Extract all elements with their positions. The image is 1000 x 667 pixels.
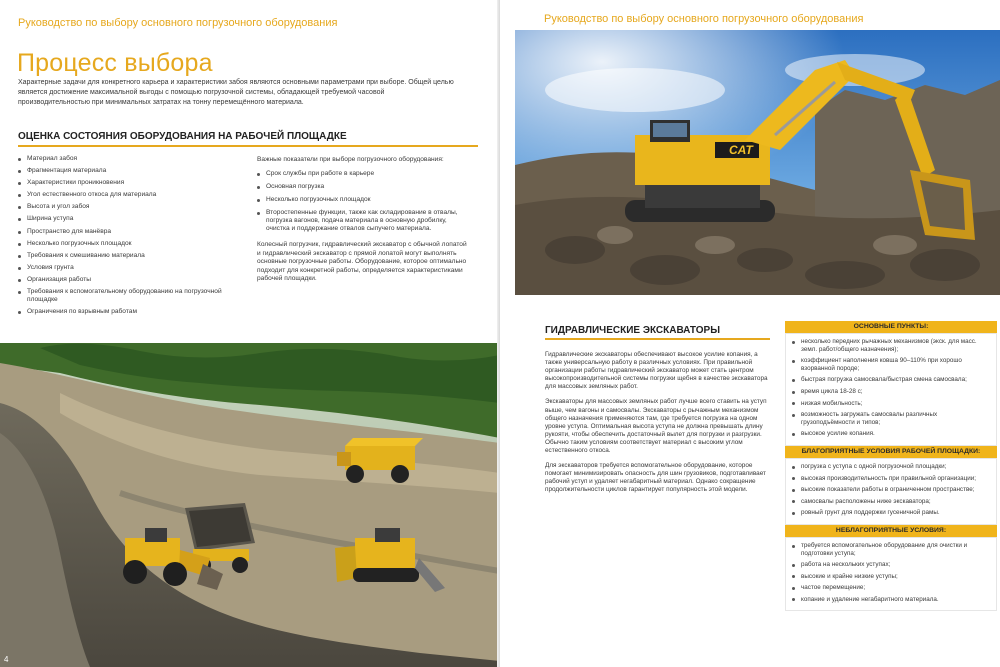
- list-item: коэффициент наполнения ковша 90–110% при хорошо взорванной породе;: [792, 357, 990, 372]
- list-item: копание и удаление негабаритного материала.: [792, 596, 990, 604]
- quarry-illustration: [0, 343, 500, 667]
- sidebar-list: [792, 338, 990, 438]
- list-item: Несколько погрузочных площадок: [257, 196, 472, 204]
- list-item: Пространство для манёвра: [18, 228, 238, 236]
- list-item: высокая производительность при правильной организации;: [792, 475, 990, 483]
- sidebar-list: [792, 463, 990, 517]
- body-paragraph: Для экскаваторов требуется вспомогательное оборудование, которое помогает минимизировать опасность для шин грузовиков, подготавливает рабочий уступ и удаляет негабаритный материал. Однако сокращение продолжительности циклов гарантирует популярность этой модели.: [545, 462, 766, 494]
- list-item: возможность загружать самосвалы различных грузоподъёмности и типов;: [792, 411, 990, 426]
- list-item: Несколько погрузочных площадок: [18, 240, 238, 248]
- page-title: Процесс выбора: [17, 49, 213, 77]
- excavator-photo: [515, 30, 1000, 295]
- running-header: Руководство по выбору основного погрузочного оборудования: [544, 13, 864, 25]
- cat-logo: CAT: [729, 143, 753, 157]
- list-item: Материал забоя: [18, 155, 238, 163]
- page-number: 4: [4, 655, 9, 664]
- criteria-column: [18, 155, 238, 320]
- sidebar-box: [785, 537, 997, 612]
- list-item: требуется вспомогательное оборудование для очистки и подготовки уступа;: [792, 542, 990, 557]
- right-page: [500, 0, 1000, 667]
- sidebar-list: [792, 542, 990, 604]
- section-title: ОЦЕНКА СОСТОЯНИЯ ОБОРУДОВАНИЯ НА РАБОЧЕЙ ПЛОЩАДКЕ: [18, 131, 347, 142]
- list-item: высокие показатели работы в ограниченном пространстве;: [792, 486, 990, 494]
- section-divider: [18, 145, 478, 147]
- list-item: высокое усилие копания.: [792, 430, 990, 438]
- list-item: высокие и крайне низкие уступы;: [792, 573, 990, 581]
- excavator-illustration: [515, 30, 1000, 295]
- body-paragraph: Экскаваторы для массовых земляных работ лучше всего ставить на уступ выше, чем вагоны и самосвалы. Экскаваторы с рычажным механизмом общего назначения применяются там, где требуется погрузка на одном уровне уступа. Оптимальная высота уступа не должна превышать длину рукояти, чтобы обеспечить достаточный вылет для погрузки и разгрузки. Обычно таким условиям соответствует материал с высоким углом естественного откоса.: [545, 398, 767, 455]
- running-header: Руководство по выбору основного погрузочного оборудования: [18, 17, 338, 29]
- sidebar-heading: ОСНОВНЫЕ ПУНКТЫ:: [785, 321, 997, 333]
- list-item: Требования к вспомогательному оборудованию на погрузочной площадке: [18, 288, 238, 304]
- key-points-sidebar: [785, 321, 997, 611]
- list-item: Второстепенные функции, также как складирование в отвалы, погрузка вагонов, подача материала в основную дробилку, очистка и поддержание отвалов сыпучего материала.: [257, 209, 472, 233]
- indicators-lead: Важные показатели при выборе погрузочного оборудования:: [257, 156, 444, 163]
- sidebar-heading: НЕБЛАГОПРИЯТНЫЕ УСЛОВИЯ:: [785, 525, 997, 537]
- list-item: самосвалы расположены ниже экскаватора;: [792, 498, 990, 506]
- section-title: ГИДРАВЛИЧЕСКИЕ ЭКСКАВАТОРЫ: [545, 325, 721, 336]
- list-item: Срок службы при работе в карьере: [257, 170, 472, 178]
- indicators-column: [257, 156, 472, 284]
- indicators-list: [257, 170, 472, 233]
- list-item: Высота и угол забоя: [18, 203, 238, 211]
- list-item: Ограничения по взрывным работам: [18, 308, 238, 316]
- list-item: низкая мобильность;: [792, 400, 990, 408]
- list-item: погрузка с уступа с одной погрузочной площадки;: [792, 463, 990, 471]
- list-item: несколько передних рычажных механизмов (экск. для масс. земл. работ/общего назначения);: [792, 338, 990, 353]
- sidebar-box: [785, 333, 997, 446]
- indicators-paragraph: Колесный погрузчик, гидравлический экскаватор с обычной лопатой и гидравлический экскаватор с прямой лопатой могут выполнять основные погрузочные работы. Оборудование, которое оптимально подходит для конкретной работы, определяется характеристиками рабочей площадки.: [257, 241, 467, 283]
- list-item: Основная погрузка: [257, 183, 472, 191]
- list-item: быстрая погрузка самосвала/быстрая смена самосвала;: [792, 376, 990, 384]
- sidebar-heading: БЛАГОПРИЯТНЫЕ УСЛОВИЯ РАБОЧЕЙ ПЛОЩАДКИ:: [785, 446, 997, 458]
- list-item: Угол естественного откоса для материала: [18, 191, 238, 199]
- list-item: Фрагментация материала: [18, 167, 238, 175]
- list-item: Организация работы: [18, 276, 238, 284]
- criteria-list: [18, 155, 238, 316]
- list-item: работа на нескольких уступах;: [792, 561, 990, 569]
- sidebar-box: [785, 458, 997, 525]
- list-item: ровный грунт для поддержки гусеничной рамы.: [792, 509, 990, 517]
- list-item: Условия грунта: [18, 264, 238, 272]
- list-item: частое перемещение;: [792, 584, 990, 592]
- list-item: Ширина уступа: [18, 215, 238, 223]
- list-item: Требования к смешиванию материала: [18, 252, 238, 260]
- section-divider: [545, 338, 770, 340]
- quarry-photo: [0, 343, 500, 667]
- intro-paragraph: Характерные задачи для конкретного карьера и характеристики забоя являются основными параметрами при выборе. Общей целью является достижение максимальной выгоды с помощью погрузочной системы, обладающей требуемой часовой производительностью при минимальных затратах на тонну перемещённого материала.: [18, 79, 454, 106]
- section-body: [545, 351, 775, 502]
- body-paragraph: Гидравлические экскаваторы обеспечивают высокое усилие копания, а также универсальную работу в различных условиях. При правильной организации работы гидравлический экскаватор может стать центром высокопроизводительной системы погрузки щебня в качестве экскаватора для массовых земляных работ.: [545, 351, 768, 391]
- list-item: Характеристики проникновения: [18, 179, 238, 187]
- list-item: время цикла 18-28 с;: [792, 388, 990, 396]
